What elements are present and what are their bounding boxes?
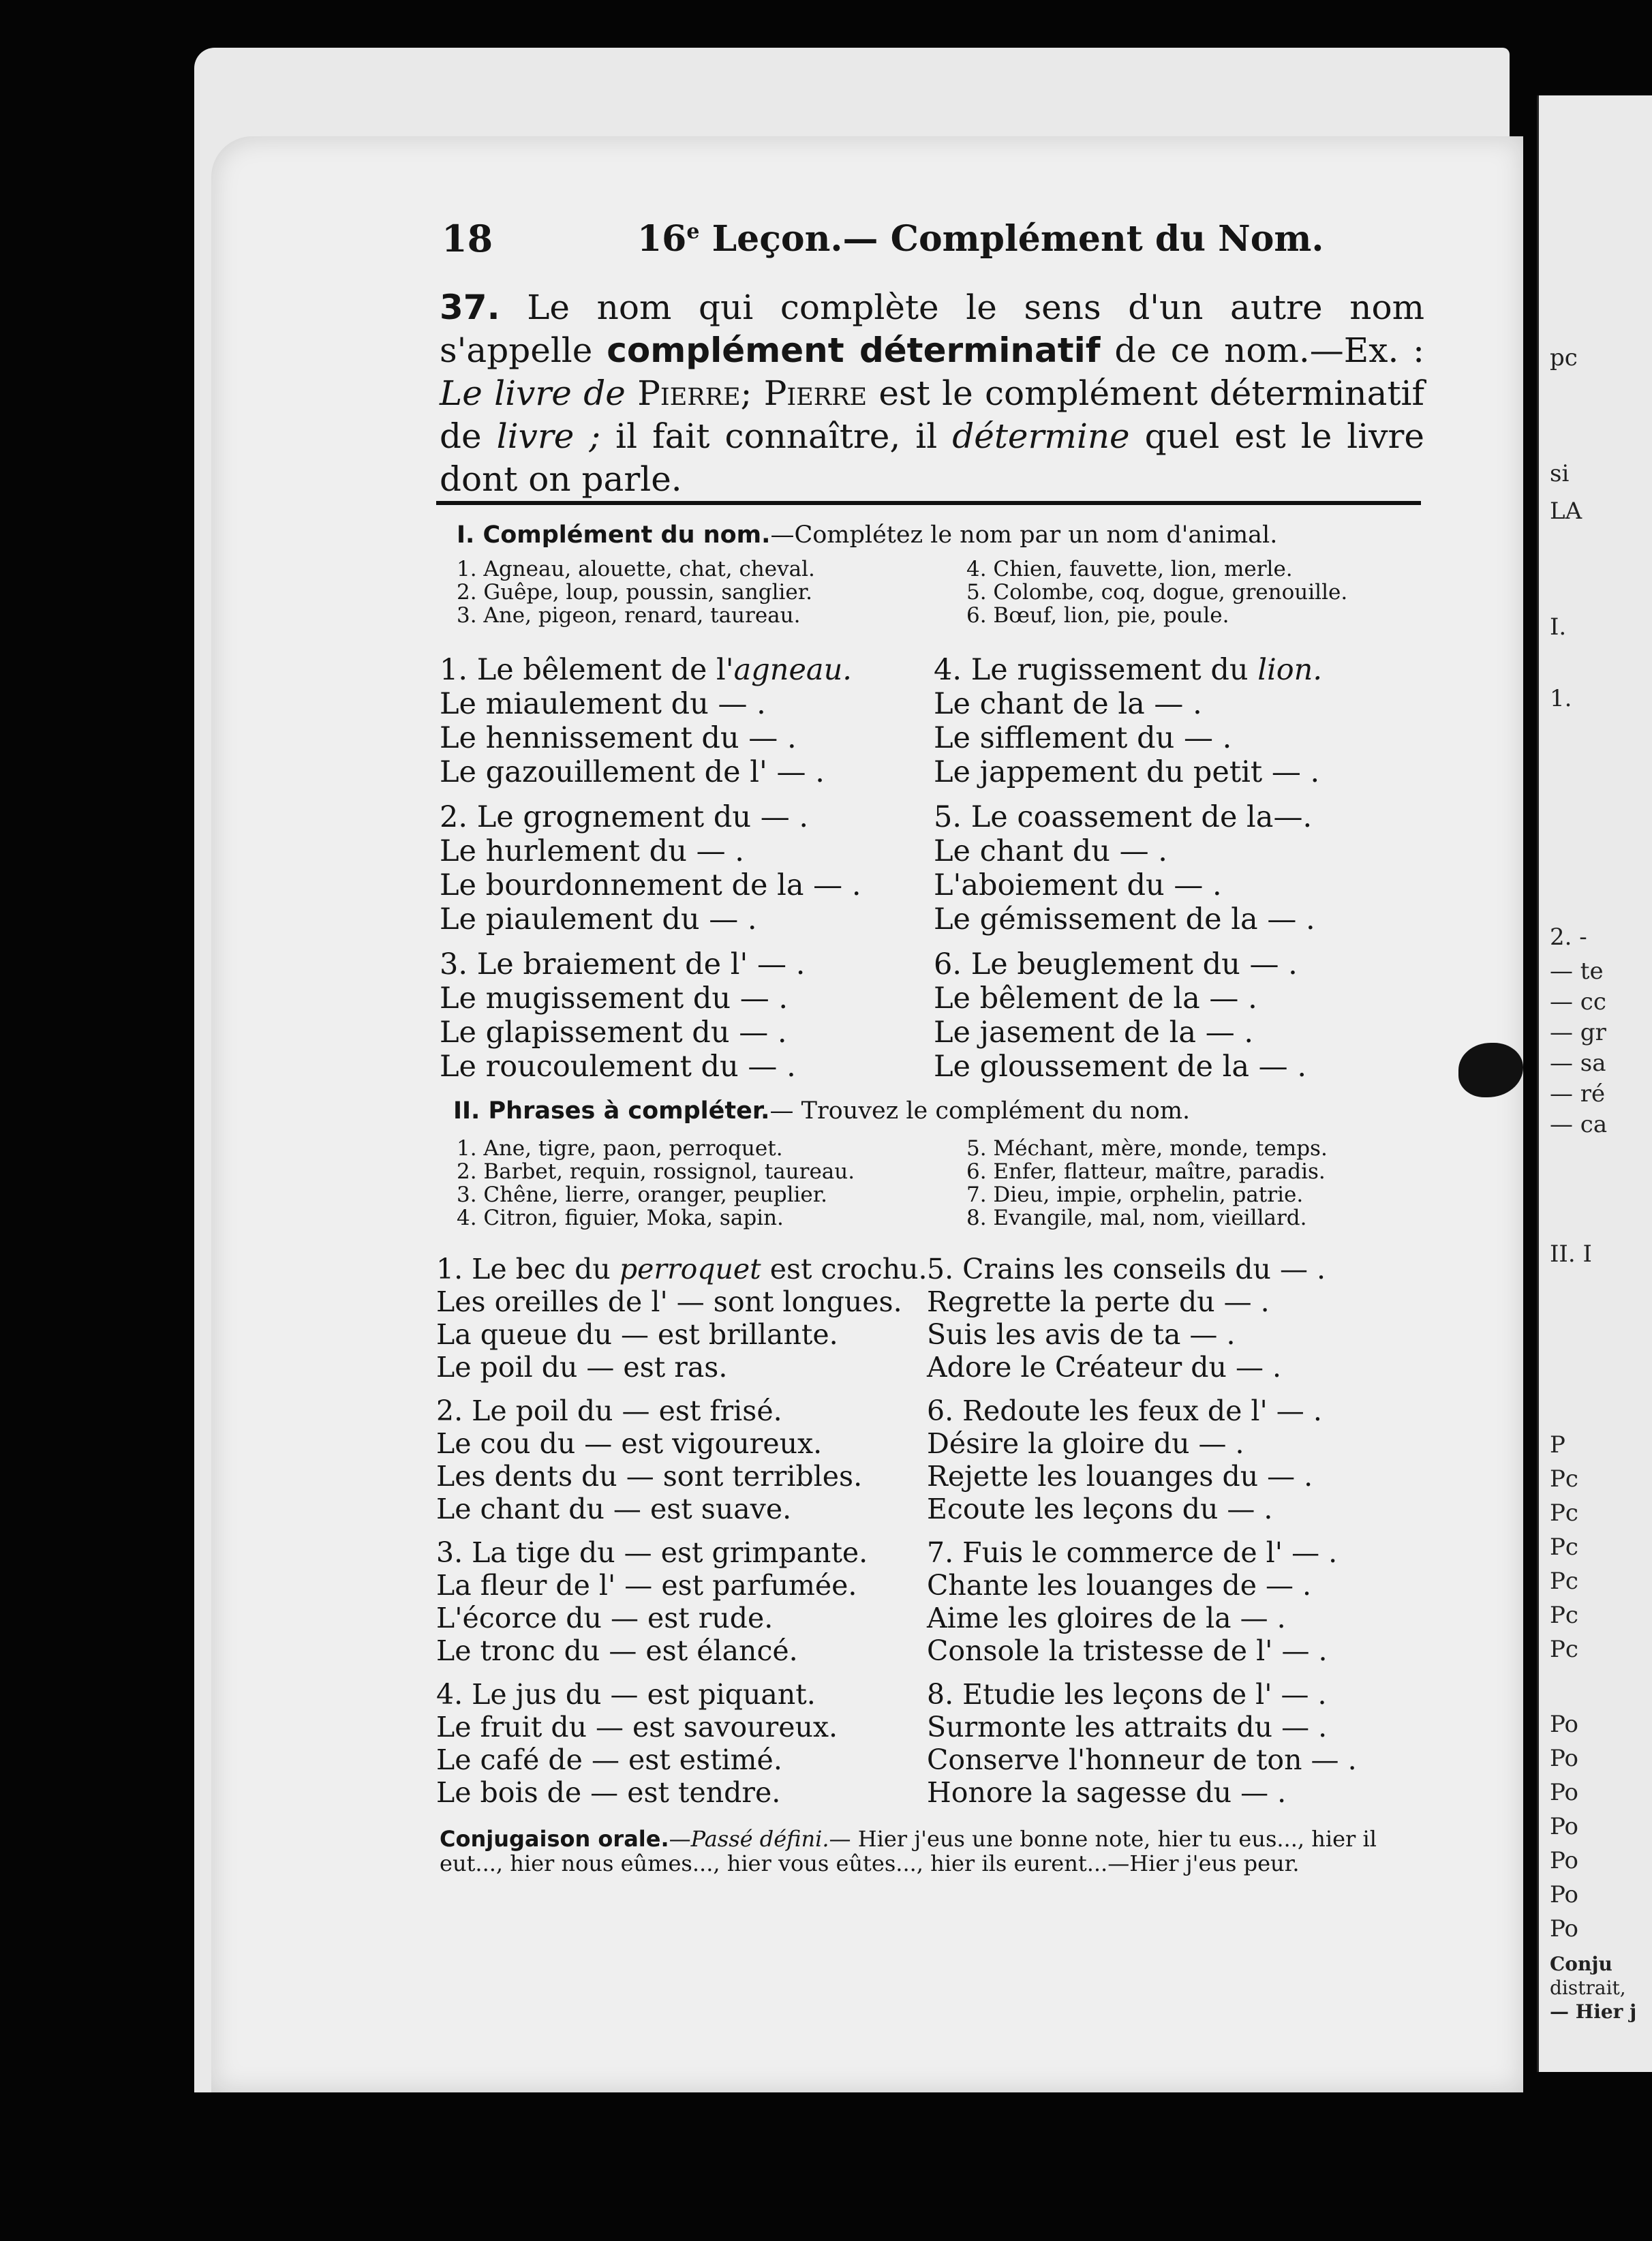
conjugation-text: — Hier j'eus une bonne note, hier tu eus..., hier il eut..., hier nous eûmes..., hier vous eûtes..., hier ils eurent...—Hier j'eus peur. [440,1826,1377,1876]
exercise-line: Le sifflement du — . [934,721,1232,755]
facing-fragment: I. [1550,613,1567,641]
word-list-item: 1. Agneau, alouette, chat, cheval. [457,557,815,581]
exercise-group [927,1536,1418,1667]
exercise1-heading [457,521,1277,549]
exercise-group [440,947,930,1084]
exercise-line: Le gazouillement de l' — . [440,755,825,789]
rule-text: il fait connaître, il [600,416,953,456]
facing-fragment: distrait, [1550,1977,1626,1999]
rule-text: est le complément déterminatif de [440,374,1424,456]
facing-fragment: 1. [1550,685,1572,712]
exercise-instruction: —Complétez le nom par un nom d'animal. [770,521,1278,549]
exercise1-word-list-right [966,558,1347,627]
example-italic: détermine [952,416,1130,456]
exercise-line: Le poil du — est ras. [436,1351,728,1384]
facing-fragment: pc [1550,344,1578,371]
facing-fragment: Po [1550,1881,1578,1908]
facing-fragment: Po [1550,1915,1578,1942]
exercise-line: 8. Etudie les leçons de l' — . [927,1678,1327,1711]
exercise-group [440,800,930,936]
exercise-group [927,1394,1418,1525]
facing-page-strip [1537,95,1652,2072]
example-italic: livre ; [496,416,601,456]
rule-term: complément déterminatif [607,331,1101,370]
exercise-line [436,1253,927,1285]
section-divider [436,501,1421,505]
exercise-line: 6. Le beuglement du — . [934,947,1298,981]
lesson-ordinal: e [686,219,700,244]
exercise-line: 7. Fuis le commerce de l' — . [927,1536,1338,1569]
exercise-line: La fleur de l' — est parfumée. [436,1569,857,1602]
exercise-number: I. [457,521,483,549]
exercise-instruction: — Trouvez le complément du nom. [769,1097,1191,1125]
facing-fragment: Pc [1550,1636,1578,1663]
facing-fragment: Po [1550,1779,1578,1806]
exercise-group [927,1678,1418,1809]
rule-text: Le nom qui complète le sens d'un autre nom s'appelle [440,288,1424,370]
lesson-title: Leçon.— Complément du Nom. [699,218,1324,260]
exercise-line: Le glapissement du — . [440,1016,787,1050]
exercise-title: Complément du nom. [483,521,771,549]
exercise-line: Le jasement de la — . [934,1016,1254,1050]
word-list-item: 6. Bœuf, lion, pie, poule. [966,603,1229,628]
running-head [637,218,1324,260]
exercise-line: 3. Le braiement de l' — . [440,947,806,981]
facing-fragment: — ca [1550,1111,1608,1138]
facing-fragment: Po [1550,1745,1578,1772]
exercise-line: Chante les louanges de — . [927,1569,1312,1602]
facing-fragment: Pc [1550,1602,1578,1629]
exercise-line: Surmonte les attraits du — . [927,1711,1328,1743]
exercise-line: L'écorce du — est rude. [436,1602,774,1634]
facing-fragment: Po [1550,1847,1578,1874]
exercise-line: 5. Crains les conseils du — . [927,1253,1326,1285]
exercise-line: 6. Redoute les feux de l' — . [927,1394,1322,1427]
facing-fragment: LA [1550,498,1582,525]
exercise1-word-list-left [457,558,815,627]
exercise1-right-column [934,653,1424,1095]
line-text: 1. Le bêlement de l' [440,653,734,687]
exercise-line: Le fruit du — est savoureux. [436,1711,838,1743]
word-list-item: 4. Chien, fauvette, lion, merle. [966,557,1293,581]
exercise-group [927,1253,1418,1384]
answer-italic: perroquet [619,1253,761,1285]
facing-fragment: Pc [1550,1568,1578,1595]
exercise-group [934,800,1424,936]
exercise-group [934,947,1424,1084]
facing-fragment: si [1550,460,1570,487]
exercise-line: Ecoute les leçons du — . [927,1493,1273,1525]
facing-fragment: P [1550,1431,1565,1459]
exercise-line: 2. Le poil du — est frisé. [436,1394,782,1427]
facing-fragment: Po [1550,1813,1578,1840]
exercise-line: Honore la sagesse du — . [927,1776,1287,1809]
facing-fragment: — te [1550,958,1604,985]
exercise-line: La queue du — est brillante. [436,1318,838,1351]
facing-fragment: — Hier j [1550,2000,1637,2023]
exercise-line: Les oreilles de l' — sont longues. [436,1285,902,1318]
exercise-line [440,653,930,687]
word-list-item: 7. Dieu, impie, orphelin, patrie. [966,1183,1304,1207]
exercise-line: Rejette les louanges du — . [927,1460,1313,1493]
exercise-line: Le chant du — . [934,834,1167,868]
exercise-group [436,1678,927,1809]
exercise-line: Console la tristesse de l' — . [927,1634,1328,1667]
facing-fragment: 2. - [1550,924,1587,951]
exercise-line: Le bois de — est tendre. [436,1776,781,1809]
example-name: Pierre [763,374,867,413]
exercise2-heading [453,1097,1190,1125]
exercise-line: Le bêlement de la — . [934,981,1257,1016]
conjugation-tense: Passé défini. [690,1826,829,1852]
word-list-item: 1. Ane, tigre, paon, perroquet. [457,1136,783,1161]
exercise-line: Le bourdonnement de la — . [440,868,861,902]
word-list-item: 3. Chêne, lierre, oranger, peuplier. [457,1183,828,1207]
exercise-line: Le cou du — est vigoureux. [436,1427,823,1460]
example-name: Pierre [625,374,741,413]
exercise2-word-list-left [457,1137,855,1230]
exercise-line: 5. Le coassement de la—. [934,800,1313,834]
exercise-line: Le café de — est estimé. [436,1743,782,1776]
example-italic: Le livre de [440,374,626,413]
word-list-item: 5. Colombe, coq, dogue, grenouille. [966,580,1348,605]
exercise-title: Phrases à compléter. [488,1097,770,1125]
exercise-line: Le chant du — est suave. [436,1493,792,1525]
exercise-group [436,1253,927,1384]
exercise-line: Les dents du — sont terribles. [436,1460,863,1493]
exercise-number: II. [453,1097,489,1125]
exercise-line: Conserve l'honneur de ton — . [927,1743,1357,1776]
page-number: 18 [442,217,493,260]
line-text: 4. Le rugissement du [934,653,1258,687]
exercise-line: Désire la gloire du — . [927,1427,1244,1460]
exercise-line: L'aboiement du — . [934,868,1222,902]
exercise2-word-list-right [966,1137,1328,1230]
line-text: 1. Le bec du [436,1253,620,1285]
facing-fragment: Pc [1550,1465,1578,1493]
rule-text: ; [740,374,764,413]
exercise-line: Suis les avis de ta — . [927,1318,1236,1351]
facing-fragment: Pc [1550,1499,1578,1527]
facing-fragment: II. I [1550,1240,1592,1268]
answer-italic: lion. [1257,653,1322,687]
exercise-line: Le gémissement de la — . [934,902,1315,936]
word-list-item: 8. Evangile, mal, nom, vieillard. [966,1206,1307,1230]
exercise-line: Le miaulement du — . [440,687,766,721]
facing-fragment: Pc [1550,1534,1578,1561]
exercise-line: Le jappement du petit — . [934,755,1320,789]
exercise-line: Le hennissement du — . [440,721,797,755]
facing-fragment: Conju [1550,1953,1612,1975]
conjugation-label: Conjugaison orale. [440,1826,669,1852]
facing-fragment: — gr [1550,1019,1606,1046]
exercise-group [436,1394,927,1525]
answer-italic: agneau. [733,653,852,687]
exercise-line: Le roucoulement du — . [440,1050,796,1084]
word-list-item: 2. Barbet, requin, rossignol, taureau. [457,1159,855,1184]
exercise-line: Le gloussement de la — . [934,1050,1307,1084]
exercise-group [934,653,1424,789]
exercise-line [934,653,1424,687]
conjugation-note: Conjugaison orale.—Passé défini.— Hier j'eus une bonne note, hier tu eus..., hier il eut..., hier nous eûmes..., hier vous eûtes..., hier ils eurent...—Hier j'eus peur. [440,1826,1377,1876]
exercise-line: 3. La tige du — est grimpante. [436,1536,868,1569]
rule-text: de ce nom.—Ex. : [1100,331,1424,370]
facing-fragment: — cc [1550,988,1606,1016]
facing-fragment: — ré [1550,1080,1606,1108]
facing-fragment: — sa [1550,1050,1606,1077]
rule-text: quel est le livre dont on parle. [440,416,1424,499]
exercise-line: Le chant de la — . [934,687,1202,721]
exercise-line: Regrette la perte du — . [927,1285,1270,1318]
word-list-item: 6. Enfer, flatteur, maître, paradis. [966,1159,1326,1184]
exercise2-right-column [927,1253,1418,1820]
exercise-group [440,653,930,789]
line-text: est crochu. [761,1253,928,1285]
rule-number: 37. [440,288,500,327]
exercise-line: Le tronc du — est élancé. [436,1634,798,1667]
exercise-group [436,1536,927,1667]
exercise-line: 2. Le grognement du — . [440,800,809,834]
rule-paragraph [440,286,1424,501]
exercise-line: Le hurlement du — . [440,834,744,868]
exercise1-left-column [440,653,930,1095]
exercise-line: 4. Le jus du — est piquant. [436,1678,816,1711]
exercise-line: Aime les gloires de la — . [927,1602,1286,1634]
exercise-line: Adore le Créateur du — . [927,1351,1282,1384]
lesson-number: 16 [637,218,687,260]
exercise-line: Le mugissement du — . [440,981,789,1016]
word-list-item: 4. Citron, figuier, Moka, sapin. [457,1206,784,1230]
word-list-item: 2. Guêpe, loup, poussin, sanglier. [457,580,813,605]
word-list-item: 5. Méchant, mère, monde, temps. [966,1136,1328,1161]
facing-fragment: Po [1550,1711,1578,1738]
word-list-item: 3. Ane, pigeon, renard, taureau. [457,603,801,628]
exercise-line: Le piaulement du — . [440,902,757,936]
exercise2-left-column [436,1253,927,1820]
